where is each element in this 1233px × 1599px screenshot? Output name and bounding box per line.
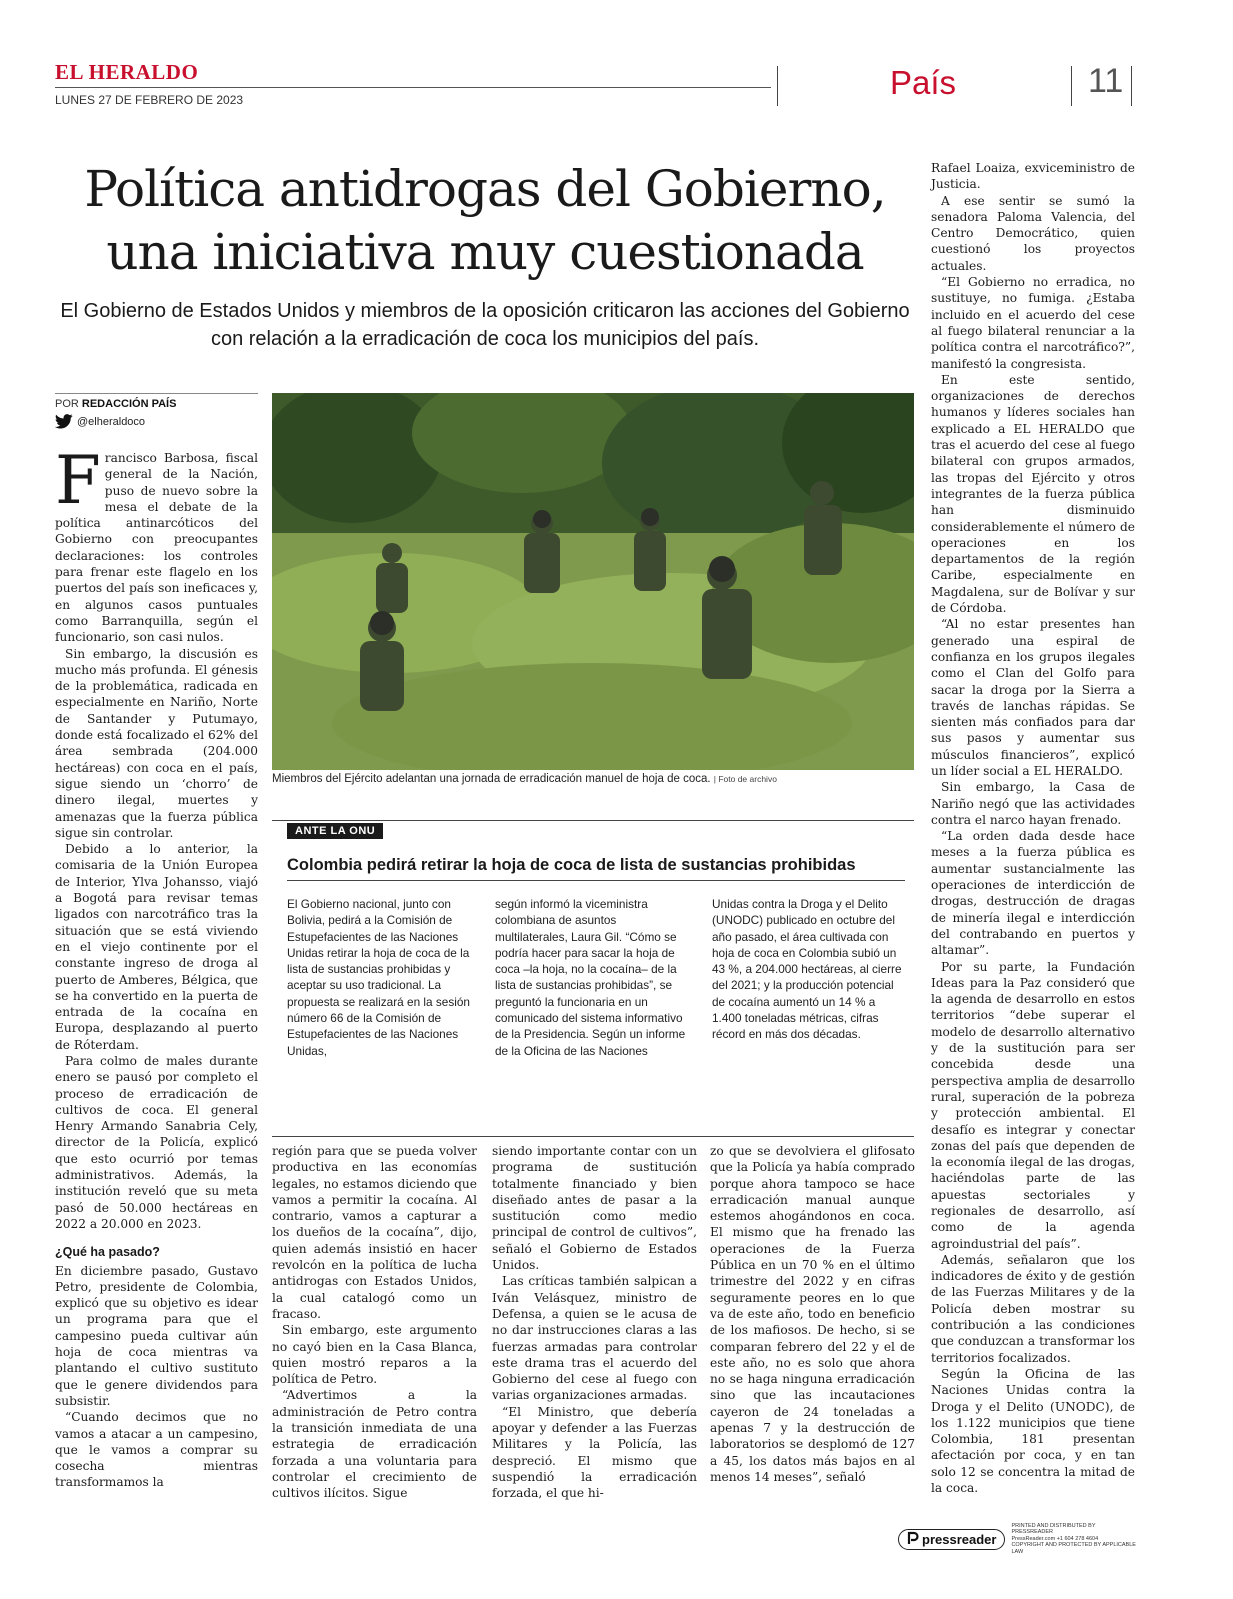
article-paragraph: “El Ministro, que debería apoyar y defender a las Fuerzas Militares y la Policía, las despreció. El mismo que suspendió la erradicación forzada, el que hi- — [492, 1404, 697, 1501]
article-paragraph: “La orden dada desde hace meses a la fuerza pública es aumentar sustancialmente las operaciones de interdicción de drogas, destrucción de dragas de minería ilegal e interdicción del contrabando en puertos y altamar”. — [931, 829, 1135, 958]
article-paragraph: A ese sentir se sumó la senadora Paloma Valencia, del Centro Democrático, quien cuestionó los proyectos actuales. — [931, 193, 1135, 273]
article-paragraph: siendo importante contar con un programa de sustitución totalmente financiado y bien diseñado antes de pasar a la sustitución como medio principal de control de cultivos”, señaló el Gobierno de Estados Unidos. — [492, 1144, 697, 1273]
article-paragraph: Debido a lo anterior, la comisaria de la Unión Europea de Interior, Ylva Johansso, viajó a Bogotá para revisar temas ligados con narcotráfico tras la situación que se está viviendo en el viejo continente por el constante ingreso de droga al puerto de Amberes, Bélgica, que se ha convertido en la puerta de entrada de la cocaína en Europa, desplazando al puerto de Róterdam. — [55, 842, 258, 1052]
pressreader-icon — [907, 1531, 919, 1548]
byline-prefix: POR — [55, 398, 79, 410]
sidebar-column-3 — [712, 896, 905, 1043]
drop-cap: F — [55, 442, 101, 519]
pressreader-line-2: PressReader.com +1 604 278 4604 — [1011, 1535, 1099, 1542]
photo-credit: | Foto de archivo — [713, 774, 777, 784]
article-column-4 — [710, 1143, 915, 1485]
headline-line-1: Política antidrogas del Gobierno, — [84, 160, 886, 218]
sidebar-tag: ANTE LA ONU — [287, 823, 383, 839]
masthead-rule — [55, 87, 771, 88]
sidebar-paragraph: El Gobierno nacional, junto con Bolivia, pedirá a la Comisión de Estupefacientes de las Naciones Unidas retirar la hoja de coca de la lista de sustancias prohibidas y aceptar su uso tradicional. La propuesta se realizará en la sesión número 66 de la Comisión de Estupefacientes de las Naciones Unidas, — [287, 897, 470, 1058]
caption-text: Miembros del Ejército adelantan una jornada de erradicación manuel de hoja de coca. — [272, 773, 711, 785]
sidebar-column-1 — [287, 896, 480, 1059]
article-paragraph: Además, señalaron que los indicadores de éxito y de gestión de las Fuerzas Militares y de la Policía deben mostrar su contribución a las condiciones que conduzcan a transformar los territorios focalizados. — [931, 1252, 1135, 1365]
sidebar-paragraph: Unidas contra la Droga y el Delito (UNODC) publicado en octubre del año pasado, el área cultivada con hoja de coca en Colombia subió un 43 %, a 204.000 hectáreas, al cierre del 2021; y la producción potencial de cocaína aumentó un 14 % a 1.400 toneladas métricas, cifras récord en más dos décadas. — [712, 897, 902, 1042]
article-paragraph: Por su parte, la Fundación Ideas para la Paz consideró que la agenda de desarrollo en estos territorios “debe superar el modelo de desarrollo alternativo y de la sustitución para ser concebida desde una perspectiva amplia de desarrollo rural, superación de la pobreza y protección ambiental. El desafío es integrar y conectar zonas del país que dependen de la economía ilegal de las drogas, haciéndolas parte de las apuestas sectoriales y regionales de desarrollo, así como de la agenda agroindustrial del país”. — [931, 959, 1135, 1251]
article-subhead: ¿Qué ha pasado? — [55, 1245, 160, 1260]
pressreader-brand: pressreader — [922, 1531, 997, 1547]
article-column-3 — [492, 1143, 697, 1502]
twitter-handle: @elheraldoco — [77, 415, 146, 428]
sidebar-column-2 — [495, 896, 688, 1059]
sidebar-title: Colombia pedirá retirar la hoja de coca de lista de sustancias prohibidas — [287, 856, 856, 874]
section-name: País — [890, 64, 957, 101]
article-paragraph: región para que se pueda volver productiva en las economías legales, no estamos diciendo que vamos a permitir la cocaína. Al contrario, vamos a capturar a los dueños de la cocaína”, dijo, quien además insistió en hacer revolcón en la política de lucha antidrogas con Estados Unidos, la cual catalogó como un fracaso. — [272, 1144, 477, 1321]
page-number-divider-left — [1071, 66, 1072, 106]
headline-line-2: una iniciativa muy cuestionada — [106, 223, 864, 281]
soldiers-eradication-photo — [272, 393, 914, 770]
article-column-2 — [272, 1143, 477, 1502]
article-paragraph: En diciembre pasado, Gustavo Petro, presidente de Colombia, explicó que su objetivo es idear un programa para que el campesino pueda cultivar aún hoja de coca mientras va plantando el cultivo sustituto que le genere dividendos para subsistir. — [55, 1263, 258, 1408]
pressreader-line-1: PRINTED AND DISTRIBUTED BY PRESSREADER — [1011, 1522, 1096, 1536]
article-paragraph: “Al no estar presentes han generado una espiral de confianza en los grupos ilegales como el Clan del Golfo para sacar la droga por la Sierra a través de lanchas rápidas. Se sienten más confiados para dar sus pasos y aumentar sus músculos financieros”, explicó un líder social a EL HERALDO. — [931, 617, 1135, 778]
article-paragraph: En este sentido, organizaciones de derechos humanos y líderes sociales han explicado a EL HERALDO que tras el acuerdo del cese al fuego bilateral con grupos armados, las tropas del Ejército y otros integrantes de la fuerza pública han disminuido considerablemente el número de operaciones en los departamentos de la región Caribe, especialmente en Magdalena, sur de Bolívar y sur de Córdoba. — [931, 372, 1135, 616]
article-column-1 — [55, 442, 258, 1491]
article-paragraph: Para colmo de males durante enero se pausó por completo el proceso de erradicación de cultivos de coca. El general Henry Armando Sanabria Cely, director de la Policía, explicó que esto ocurrió por temas administrativos. Además, la institución reveló que su meta pasó de 50.000 hectáreas en 2022 a 20.000 en 2023. — [55, 1053, 258, 1231]
pressreader-logo — [898, 1529, 1005, 1550]
article-paragraph: Las críticas también salpican a Iván Velásquez, ministro de Defensa, a quien se le acusa de no dar instrucciones claras a las fuerzas armadas para controlar este drama tras el acuerdo del Gobierno del cese al fuego con varias organizaciones armadas. — [492, 1274, 697, 1403]
byline-author: REDACCIÓN PAÍS — [81, 398, 177, 410]
article-photo — [272, 393, 914, 770]
byline — [55, 398, 176, 410]
article-paragraph: Sin embargo, la discusión es mucho más profunda. El génesis de la problemática, radicada en especialmente en Nariño, Norte de Santander y Putumayo, donde está focalizado el 62% del área sembrada (204.000 hectáreas) con coca en el país, sigue siendo un ‘chorro’ de dinero ilegal, muertes y amenazas que la fuerza pública sigue sin controlar. — [55, 646, 258, 840]
twitter-row — [55, 414, 145, 429]
sidebar-title-rule — [287, 880, 905, 881]
article-paragraph: Rafael Loaiza, exviceministro de Justicia. — [931, 161, 1135, 192]
article-paragraph: “Cuando decimos que no vamos a atacar a un campesino, que le vamos a comprar su cosecha mientras transformamos la — [55, 1410, 258, 1490]
page-number-divider-right — [1131, 66, 1132, 106]
article-paragraph: “El Gobierno no erradica, no sustituye, no fumiga. ¿Estaba incluido en el acuerdo del cese al fuego bilateral renunciar a la política contra el narcotráfico?”, manifestó la congresista. — [931, 275, 1135, 371]
pressreader-notice — [1011, 1523, 1138, 1556]
page-number: 11 — [1088, 62, 1124, 100]
paragraph-text: rancisco Barbosa, fiscal general de la Nación, puso de nuevo sobre la mesa el debate de la política antinarcóticos del Gobierno con preocupantes declaraciones: los controles para frenar este flagelo en los puertos del país son ineficaces y, en algunos casos puntuales como Barranquilla, según el funcionario, son casi nulos. — [55, 451, 258, 645]
sidebar-bottom-rule — [272, 1136, 914, 1137]
article-paragraph: Según la Oficina de las Naciones Unidas contra la Droga y el Delito (UNODC), de los 1.122 municipios que tiene Colombia, 181 presentan afectación por coca, y en tan solo 12 se concentra la mitad de la coca. — [931, 1366, 1135, 1496]
article-paragraph: Sin embargo, este argumento no cayó bien en la Casa Blanca, quien mostró reparos a la política de Petro. — [272, 1323, 477, 1387]
byline-rule — [55, 393, 258, 394]
photo-caption — [272, 773, 914, 785]
article-paragraph: zo que se devolviera el glifosato que la Policía ya había comprado porque ahora tampoco se hace erradicación manual aunque estemos ahogándonos en coca. El mismo que ha frenado las operaciones de la Fuerza Pública en un 70 % en el último trimestre del 2022 y en cifras seguramente peores en lo que va de este año, todo en beneficio de los mafiosos. De hecho, si se comparan febrero del 22 y el de este año, no es solo que ahora no se haga ninguna erradicación sino que las incautaciones cayeron de 24 toneladas a apenas 7 y la destrucción de laboratorios se desplomó de 127 a 45, los datos más bajos en al menos 14 meses”, señaló — [710, 1144, 915, 1484]
sidebar-paragraph: según informó la viceministra colombiana de asuntos multilaterales, Laura Gil. “Cómo se podría hacer para sacar la hoja de coca –la hoja, no la cocaína– de la lista de sustancias prohibidas”, se preguntó la funcionaria en un comunicado del sistema informativo de la Presidencia. Según un informe de la Oficina de las Naciones — [495, 897, 686, 1058]
article-column-5 — [931, 160, 1135, 1496]
article-paragraph: Sin embargo, la Casa de Nariño negó que las actividades contra el narco hayan frenado. — [931, 780, 1135, 827]
sidebar-top-rule — [272, 820, 914, 821]
newspaper-logo: EL HERALDO — [55, 60, 199, 84]
pressreader-footer — [898, 1522, 1138, 1555]
article-headline — [55, 158, 915, 284]
issue-date: LUNES 27 DE FEBRERO DE 2023 — [55, 93, 244, 107]
article-paragraph — [55, 442, 258, 646]
masthead-divider — [777, 66, 778, 106]
article-deck: El Gobierno de Estados Unidos y miembros de la oposición criticaron las acciones del Gobierno con relación a la erradicación de coca los municipios del país. — [60, 300, 910, 350]
twitter-icon — [55, 414, 73, 429]
pressreader-line-3: COPYRIGHT AND PROTECTED BY APPLICABLE LAW — [1011, 1542, 1136, 1555]
article-paragraph: “Advertimos a la administración de Petro contra la transición inmediata de una estrategia de erradicación forzada a una voluntaria para controlar el crecimiento de cultivos ilícitos. Sigue — [272, 1388, 477, 1501]
